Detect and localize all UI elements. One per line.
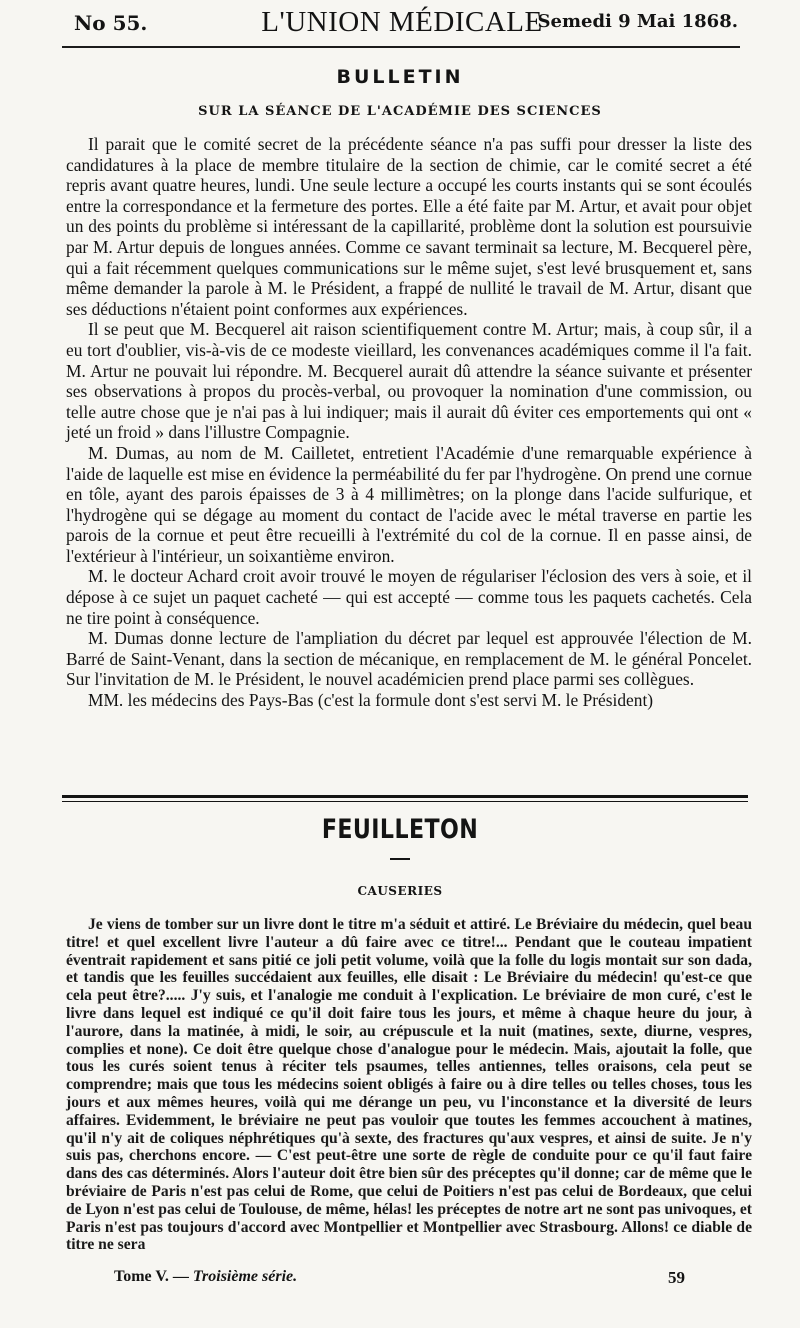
header-rule (62, 46, 740, 48)
bulletin-paragraph: M. le docteur Achard croit avoir trouvé le moyen de régulariser l'éclosion des vers à soie, et il dépose à ce sujet un paquet cacheté — qui est accepté — comme tous les paquets cachetés. Cela ne tire point à conséquence. (66, 566, 752, 628)
feuilleton-title: FEUILLETON (321, 814, 479, 845)
bulletin-title: BULLETIN (336, 66, 464, 88)
feuilleton-body (66, 916, 752, 1254)
feuilleton-paragraph: Je viens de tomber sur un livre dont le titre m'a séduit et attiré. Le Bréviaire du médecin, quel beau titre! et quel excellent livre l'auteur a dû faire avec ce titre!... Pendant que le couteau impatient éventrait rapidement et sans pitié ce joli petit volume, voilà que la folle du logis montait sur son dada, et tandis que les feuilles succédaient aux feuilles, elle disait : Le Bréviaire du médecin! qu'est-ce que cela peut être?..... J'y suis, et l'analogie me conduit à l'explication. Le bréviaire de mon curé, c'est le livre dans lequel est indiqué ce qu'il doit faire tous les jours, et même à chaque heure du jour, à l'aurore, dans la matinée, à midi, le soir, au crépuscule et la nuit (matines, sexte, diurne, vespres, complies et none). Ce doit être quelque chose d'analogue pour le médecin. Mais, ajoutait la folle, que tous les curés soient tenus à réciter tels psaumes, telles antiennes, telles oraisons, cela peut se comprendre; mais que tous les médecins soient obligés à faire ou à dire telles ou telles choses, tous les jours et aux mêmes heures, voilà qui me dérange un peu, vu l'inconstance et la diversité de leurs affaires. Evidemment, le bréviaire ne peut pas vouloir que toutes les femmes accouchent à matines, qu'il n'y ait de coliques néphrétiques qu'à sexte, des fractures qu'aux vespres, et ainsi de suite. Je n'y suis pas, cherchons encore. — C'est peut-être une sorte de règle de conduite pour ce qu'il faut faire dans des cas déterminés. Alors l'auteur doit être bien sûr des préceptes qu'il donne; car de même que le bréviaire de Paris n'est pas celui de Rome, que celui de Poitiers n'est pas celui de Bordeaux, que celui de Lyon n'est pas celui de Toulouse, de même, hélas! les préceptes de notre art ne sont pas univoques, et Paris n'est pas toujours d'accord avec Montpellier et Montpellier avec Strasbourg. Allons! ce diable de titre ne sera (66, 916, 752, 1254)
page-number: 59 (668, 1268, 685, 1287)
page-header (62, 6, 742, 40)
bulletin-paragraph: Il parait que le comité secret de la précédente séance n'a pas suffi pour dresser la liste des candidatures à la place de membre titulaire de la section de chimie, car le comité secret a été repris avant quatre heures, lundi. Une seule lecture a occupé les courts instants qui se sont écoulés entre la correspondance et la fermeture des portes. Elle a été faite par M. Artur, et avait pour objet un des points du problème si intéressant de la capillarité, problème dont la solution est poursuivie par M. Artur depuis de longues années. Comme ce savant terminait sa lecture, M. Becquerel père, qui a fait récemment quelques communications sur le même sujet, s'est levé brusquement et, sans même demander la parole à M. le Président, a frappé de nullité le travail de M. Artur, disant que ses déductions n'étaient point conformes aux expériences. (66, 134, 752, 319)
bulletin-paragraph: M. Dumas donne lecture de l'ampliation du décret par lequel est approuvée l'élection de M. Barré de Saint-Venant, dans la section de mécanique, en remplacement de M. le général Poncelet. Sur l'invitation de M. le Président, le nouvel académicien prend place parmi ses collègues. (66, 628, 752, 690)
issue-number: No 55. (74, 11, 148, 35)
footer-series: Troisième série. (192, 1268, 298, 1285)
bulletin-body (66, 134, 752, 711)
section-divider (62, 795, 748, 798)
bulletin-paragraph: MM. les médecins des Pays-Bas (c'est la formule dont s'est servi M. le Président) (88, 690, 654, 711)
footer-tome: Tome V. — (114, 1268, 189, 1285)
footer-volume (114, 1268, 297, 1286)
feuilleton-subtitle: CAUSERIES (357, 884, 443, 898)
journal-title: L'UNION MÉDICALE (261, 6, 543, 38)
bulletin-subtitle: SUR LA SÉANCE DE L'ACADÉMIE DES SCIENCES (198, 104, 602, 119)
bulletin-paragraph: M. Dumas, au nom de M. Cailletet, entretient l'Académie d'une remarquable expérience à l'aide de laquelle est mise en évidence la perméabilité du fer par l'hydrogène. On prend une cornue en tôle, ayant des parois épaisses de 3 à 4 millimètres; on la plonge dans l'acide sulfurique, et l'hydrogène qui se dégage au moment du contact de l'acide avec le métal traverse en partie les parois de la cornue et peut être recueilli à l'extrémité du col de la cornue. Il en passe ainsi, de l'extérieur à l'intérieur, un soixantième environ. (66, 442, 752, 566)
title-dash (390, 858, 410, 860)
issue-date: Semedi 9 Mai 1868. (537, 11, 738, 32)
section-divider-thin (62, 801, 748, 802)
bulletin-paragraph: Il se peut que M. Becquerel ait raison scientifiquement contre M. Artur; mais, à coup sûr, il a eu tort d'oublier, vis-à-vis de ce modeste vieillard, les convenances académiques comme il l'a fait. M. Artur ne pouvait lui répondre. M. Becquerel aurait dû attendre la séance suivante et présenter ses observations à propos du procès-verbal, ou provoquer la nomination d'une commission, ou telle autre chose que je n'ai pas à lui indiquer; mais il aurait dû éviter ces emportements qui ont « jeté un froid » dans l'illustre Compagnie. (66, 319, 752, 443)
